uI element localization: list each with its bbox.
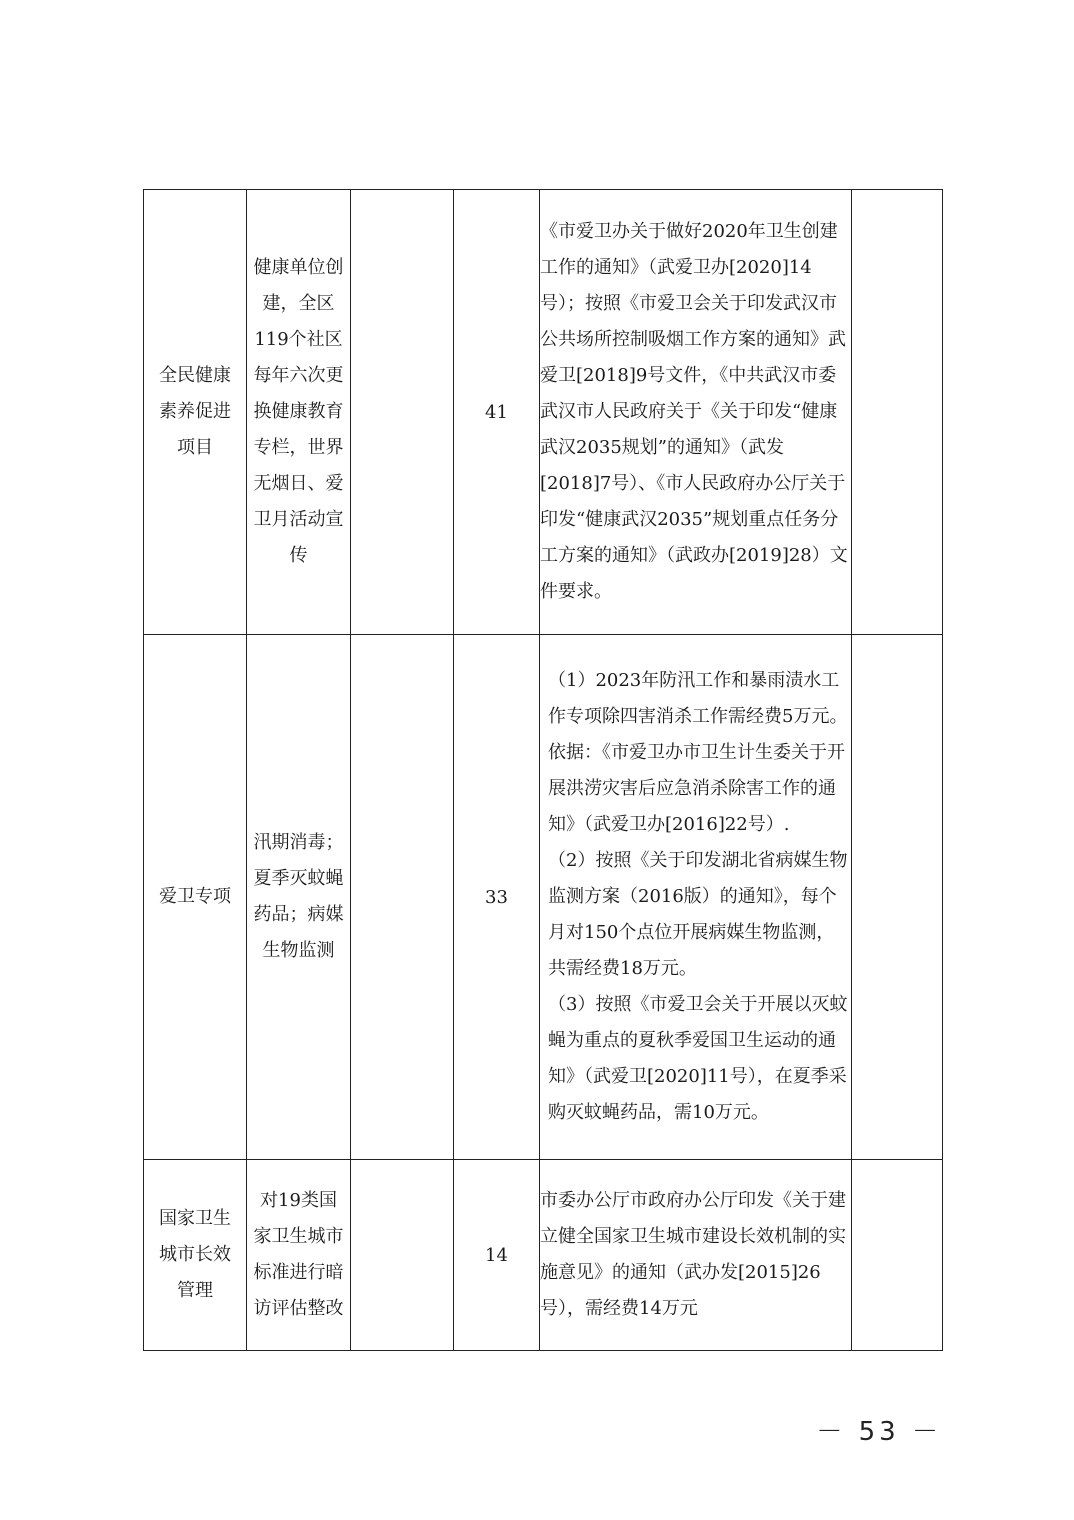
amount-cell bbox=[454, 190, 540, 635]
basis-paragraph: （3）按照《市爱卫会关于开展以灭蚊蝇为重点的夏秋季爱国卫生运动的通知》（武爱卫[2020]11号），在夏季采购灭蚊蝇药品，需10万元。 bbox=[548, 994, 848, 1123]
project-name: 国家卫生城市长效管理 bbox=[159, 1208, 231, 1301]
page-number: － 53 － bbox=[816, 1417, 942, 1447]
empty-cell bbox=[351, 1160, 454, 1351]
amount-cell bbox=[454, 635, 540, 1160]
amount-cell bbox=[454, 1160, 540, 1351]
content-cell bbox=[247, 635, 351, 1160]
budget-table bbox=[143, 189, 943, 1351]
basis-cell bbox=[540, 635, 852, 1160]
content-cell bbox=[247, 1160, 351, 1351]
basis-paragraph: （2）按照《关于印发湖北省病媒生物监测方案（2016版）的通知》，每个月对150个点位开展病媒生物监测，共需经费18万元。 bbox=[548, 850, 848, 979]
project-name: 全民健康素养促进项目 bbox=[159, 365, 231, 458]
content-text: 对19类国家卫生城市标准进行暗访评估整改 bbox=[253, 1190, 344, 1319]
remarks-cell bbox=[852, 1160, 943, 1351]
basis-paragraph: 市委办公厅市政府办公厅印发《关于建立健全国家卫生城市建设长效机制的实施意见》的通知（武办发[2015]26号），需经费14万元 bbox=[540, 1190, 846, 1319]
basis-paragraph: 《市爱卫办关于做好2020年卫生创建工作的通知》（武爱卫办[2020]14号）；按照《市爱卫会关于印发武汉市公共场所控制吸烟工作方案的通知》武爱卫[2018]9号文件，《中共武汉市委武汉市人民政府关于《关于印发“健康武汉2035规划”的通知》（武发[2018]7号）、《市人民政府办公厅关于印发“健康武汉2035”规划重点任务分工方案的通知》（武政办[2019]28）文件要求。 bbox=[540, 221, 848, 602]
amount-value: 33 bbox=[485, 886, 508, 908]
project-name-cell bbox=[144, 1160, 247, 1351]
project-name-cell bbox=[144, 635, 247, 1160]
table-row bbox=[144, 635, 943, 1160]
table-row bbox=[144, 1160, 943, 1351]
project-name-cell bbox=[144, 190, 247, 635]
remarks-cell bbox=[852, 190, 943, 635]
empty-cell bbox=[351, 190, 454, 635]
content-text: 健康单位创建，全区119个社区每年六次更换健康教育专栏，世界无烟日、爱卫月活动宣传 bbox=[253, 257, 344, 566]
content-text: 汛期消毒；夏季灭蚊蝇药品；病媒生物监测 bbox=[253, 832, 344, 961]
remarks-cell bbox=[852, 635, 943, 1160]
basis-paragraph: （1）2023年防汛工作和暴雨渍水工作专项除四害消杀工作需经费5万元。依据：《市爱卫办市卫生计生委关于开展洪涝灾害后应急消杀除害工作的通知》（武爱卫办[2016]22号）. bbox=[548, 670, 848, 835]
basis-cell bbox=[540, 190, 852, 635]
basis-cell bbox=[540, 1160, 852, 1351]
table-row bbox=[144, 190, 943, 635]
content-cell bbox=[247, 190, 351, 635]
amount-value: 41 bbox=[485, 401, 508, 423]
empty-cell bbox=[351, 635, 454, 1160]
amount-value: 14 bbox=[485, 1244, 508, 1266]
project-name: 爱卫专项 bbox=[159, 886, 231, 907]
